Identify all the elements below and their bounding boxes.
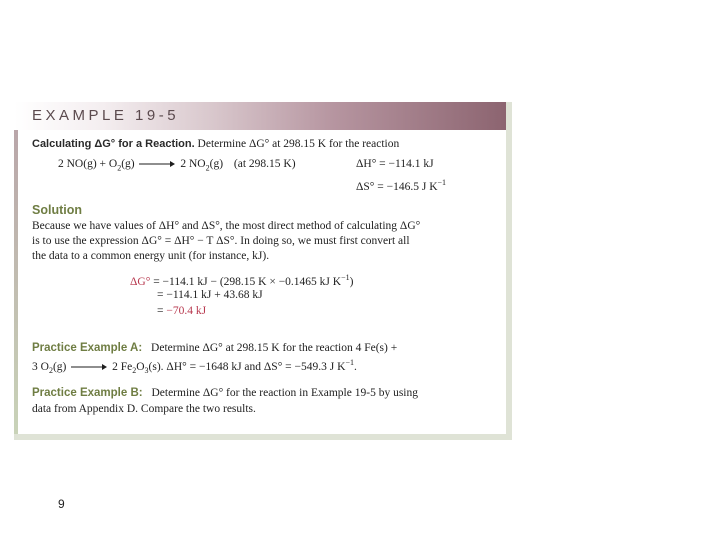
solution-equation-2: = −114.1 kJ + 43.68 kJ	[157, 289, 263, 301]
example-panel	[14, 102, 512, 440]
practice-a-period: .	[353, 360, 357, 373]
equation-1-exponent: −1	[341, 273, 350, 282]
entropy-exponent: −1	[437, 178, 447, 187]
practice-example-a-heading: Practice Example A:	[32, 342, 143, 354]
solution-para-line-3: the data to a common energy unit (for instance, kJ).	[32, 250, 270, 262]
reaction-arrow-icon	[139, 160, 175, 168]
problem-text: Determine ΔG° at 298.15 K for the reaction	[197, 138, 400, 150]
reaction-reactants-subscript: 2	[117, 163, 122, 173]
practice-a-reactant-state: (g)	[52, 360, 67, 373]
problem-heading: Calculating ΔG° for a Reaction.	[32, 138, 195, 150]
practice-a-product: 2 Fe	[112, 360, 133, 373]
practice-example-a-line-2	[32, 358, 357, 375]
problem-statement	[32, 138, 399, 150]
practice-a-subscript-3: 3	[144, 366, 149, 376]
equation-3-equals: =	[157, 305, 164, 317]
practice-a-exponent: −1	[345, 358, 354, 367]
solution-equation-1	[130, 273, 353, 288]
practice-example-b-line-2: data from Appendix D. Compare the two results.	[32, 403, 256, 415]
equation-label: ΔG°	[130, 275, 151, 288]
practice-example-b-line-1	[32, 387, 418, 399]
example-title: EXAMPLE 19-5	[32, 107, 180, 124]
panel-left-bar	[14, 102, 18, 434]
practice-a-subscript-2: 2	[132, 366, 137, 376]
practice-example-a-text-1: Determine ΔG° at 298.15 K for the reaction 4 Fe(s) +	[151, 342, 398, 354]
entropy-value	[356, 178, 446, 193]
equation-1-close: )	[349, 275, 354, 288]
reaction-products: 2 NO	[180, 158, 206, 170]
practice-example-b-text-1: Determine ΔG° for the reaction in Example 19-5 by using	[151, 387, 418, 399]
entropy-text: ΔS° = −146.5 J K	[356, 180, 438, 193]
reaction-reactants: 2 NO(g) + O	[58, 158, 118, 170]
solution-para-line-1: Because we have values of ΔH° and ΔS°, the most direct method of calculating ΔG°	[32, 220, 421, 232]
reaction-products-subscript: 2	[205, 163, 210, 173]
practice-a-values: (s). ΔH° = −1648 kJ and ΔS° = −549.3 J K	[148, 360, 346, 373]
reaction-products-state: (g)	[209, 158, 224, 170]
reaction-condition: (at 298.15 K)	[233, 158, 296, 170]
example-header-bar	[14, 102, 506, 130]
solution-equation-3	[157, 305, 206, 317]
practice-a-product-o: O	[136, 360, 145, 373]
practice-example-a-line-1	[32, 342, 397, 354]
practice-a-subscript-1: 2	[48, 366, 53, 376]
solution-heading: Solution	[32, 203, 82, 217]
page-number: 9	[58, 497, 65, 511]
solution-result: −70.4 kJ	[166, 305, 207, 317]
enthalpy-value: ΔH° = −114.1 kJ	[356, 158, 434, 170]
practice-a-reactant: 3 O	[32, 360, 49, 373]
practice-example-b-heading: Practice Example B:	[32, 387, 143, 399]
reaction-equation	[58, 158, 296, 172]
equation-1-text: = −114.1 kJ − (298.15 K × −0.1465 kJ K	[153, 275, 342, 288]
solution-para-line-2: is to use the expression ΔG° = ΔH° − T ΔS°. In doing so, we must first convert all	[32, 235, 410, 247]
practice-a-arrow-icon	[71, 363, 107, 371]
reaction-reactants-state: (g)	[121, 158, 135, 170]
